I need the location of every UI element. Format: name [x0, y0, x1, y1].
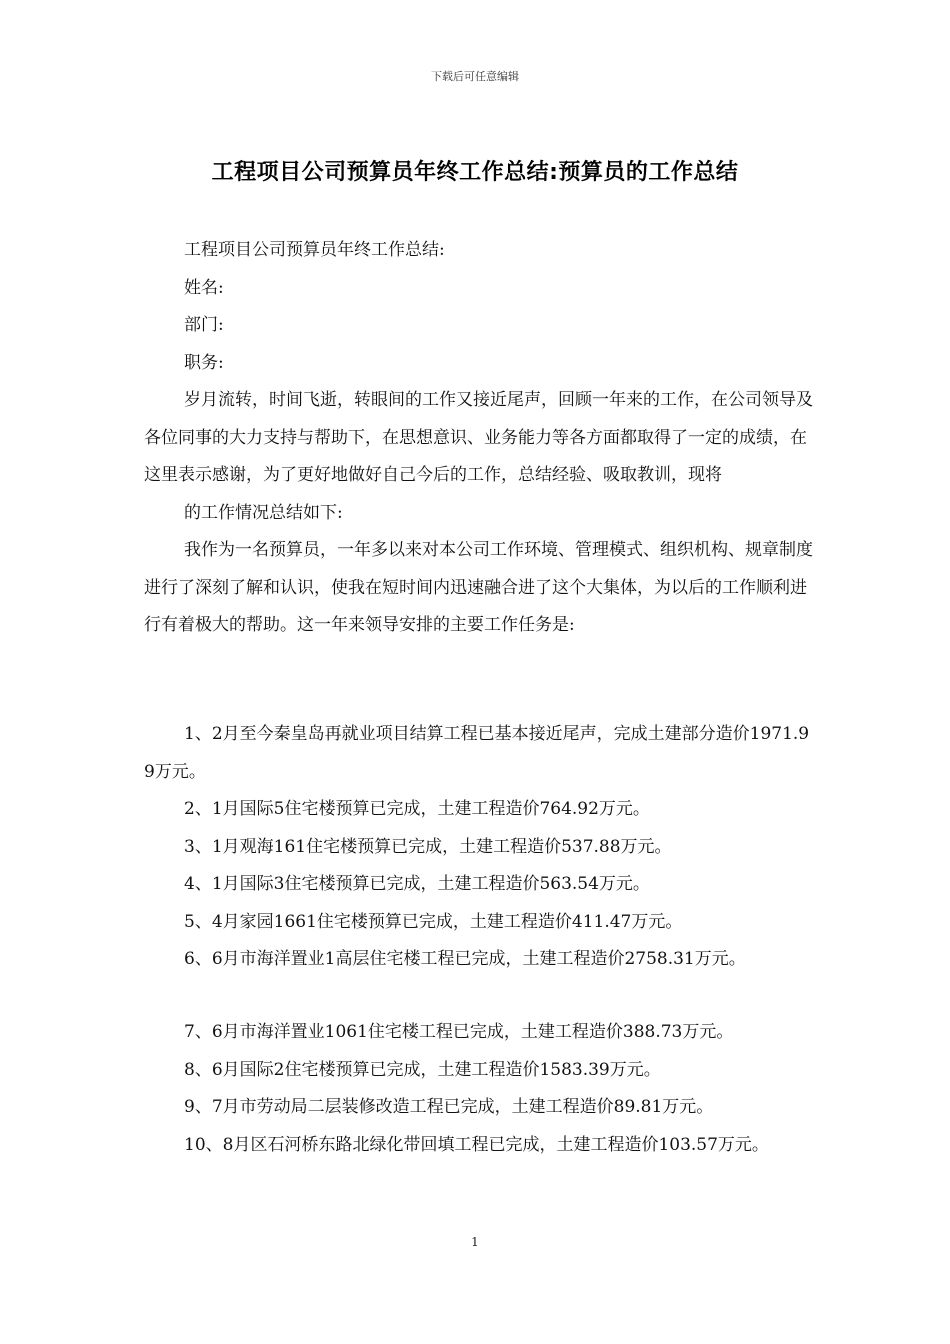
document-title: 工程项目公司预算员年终工作总结:预算员的工作总结	[211, 160, 739, 185]
position-label: 职务:	[184, 352, 224, 373]
name-label: 姓名:	[184, 277, 224, 298]
paragraph-1: 岁月流转，时间飞逝，转眼间的工作又接近尾声，回顾一年来的工作，在公司领导及各位同事的大力支持与帮助下，在思想意识、业务能力等各方面都取得了一定的成绩，在这里表示感谢，为了更好地做好自己今后的工作，总结经验、吸取教训，现将	[144, 390, 813, 485]
paragraph-3: 我作为一名预算员，一年多以来对本公司工作环境、管理模式、组织机构、规章制度进行了深刻了解和认识，使我在短时间内迅速融合进了这个大集体，为以后的工作顺利进行有着极大的帮助。这一年来领导安排的主要工作任务是:	[144, 540, 813, 635]
intro-heading: 工程项目公司预算员年终工作总结:	[184, 240, 445, 260]
list-item: 6、6月市海洋置业1高层住宅楼工程已完成，土建工程造价2758.31万元。	[184, 949, 746, 969]
list-item: 9、7月市劳动局二层装修改造工程已完成，土建工程造价89.81万元。	[184, 1097, 714, 1117]
header-note: 下载后可任意编辑	[431, 70, 519, 83]
list-item: 5、4月家园1661住宅楼预算已完成，土建工程造价411.47万元。	[184, 911, 683, 932]
list-item: 10、8月区石河桥东路北绿化带回填工程已完成，土建工程造价103.57万元。	[184, 1134, 769, 1155]
list-item: 2、1月国际5住宅楼预算已完成，土建工程造价764.92万元。	[184, 799, 650, 819]
list-item: 3、1月观海161住宅楼预算已完成，土建工程造价537.88万元。	[184, 836, 672, 857]
list-item: 8、6月国际2住宅楼预算已完成，土建工程造价1583.39万元。	[184, 1059, 661, 1080]
list-item: 1、2月至今秦皇岛再就业项目结算工程已基本接近尾声，完成土建部分造价1971.99万元。	[144, 724, 810, 782]
department-label: 部门:	[184, 315, 224, 335]
task-list-part-2	[144, 1014, 816, 1164]
list-item: 4、1月国际3住宅楼预算已完成，土建工程造价563.54万元。	[184, 874, 650, 894]
list-item: 7、6月市海洋置业1061住宅楼工程已完成，土建工程造价388.73万元。	[184, 1022, 734, 1042]
paragraph-2: 的工作情况总结如下:	[184, 502, 343, 523]
task-list-part-1	[144, 716, 816, 979]
intro-block	[144, 232, 816, 645]
page-number: 1	[471, 1235, 479, 1249]
